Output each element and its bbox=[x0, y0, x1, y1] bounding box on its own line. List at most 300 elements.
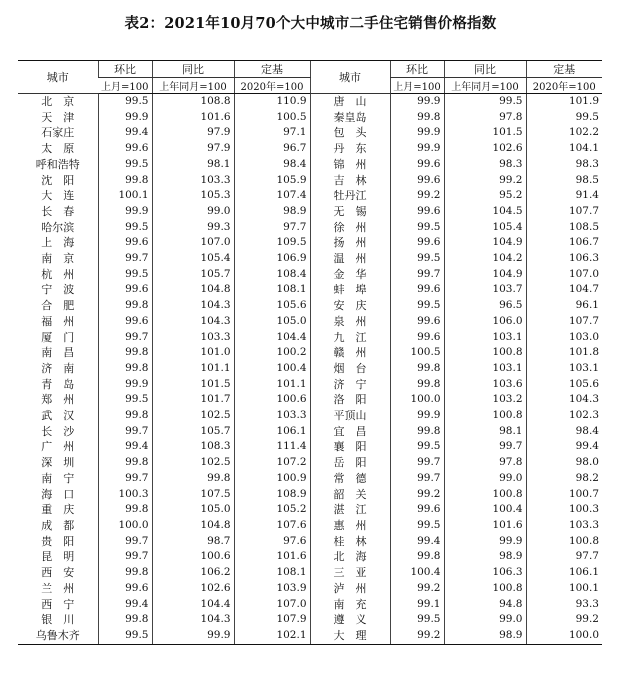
dingji-cell: 96.7 bbox=[234, 141, 310, 157]
dingji-cell: 103.3 bbox=[234, 408, 310, 424]
city-cell: 宜 昌 bbox=[310, 424, 390, 440]
city-cell: 银 川 bbox=[41, 613, 75, 627]
dingji-cell: 100.9 bbox=[234, 471, 310, 487]
huanbi-cell: 99.8 bbox=[98, 612, 152, 628]
tongbi-cell: 98.9 bbox=[444, 628, 526, 644]
tongbi-cell: 106.3 bbox=[444, 565, 526, 581]
huanbi-cell: 99.2 bbox=[390, 581, 444, 597]
city-cell: 济 南 bbox=[41, 361, 75, 375]
city-cell: 包 头 bbox=[310, 125, 390, 141]
tongbi-cell: 98.1 bbox=[152, 157, 234, 173]
dingji-cell: 98.5 bbox=[526, 173, 602, 189]
city-cell: 泸 州 bbox=[310, 581, 390, 597]
huanbi-header-right: 环比 bbox=[390, 61, 444, 78]
city-cell: 天 津 bbox=[41, 110, 75, 124]
huanbi-base-right: 上月=100 bbox=[390, 78, 444, 94]
tongbi-header-left: 同比 bbox=[152, 61, 234, 78]
dingji-cell: 99.5 bbox=[526, 110, 602, 126]
dingji-cell: 101.6 bbox=[234, 549, 310, 565]
huanbi-cell: 99.4 bbox=[98, 439, 152, 455]
huanbi-cell: 100.4 bbox=[390, 565, 444, 581]
city-cell: 福 州 bbox=[41, 314, 75, 328]
city-cell: 合 肥 bbox=[41, 299, 75, 313]
tongbi-cell: 104.5 bbox=[444, 204, 526, 220]
huanbi-cell: 100.1 bbox=[98, 188, 152, 204]
huanbi-cell: 99.1 bbox=[390, 597, 444, 613]
dingji-cell: 98.4 bbox=[234, 157, 310, 173]
dingji-cell: 108.5 bbox=[526, 220, 602, 236]
dingji-cell: 100.7 bbox=[526, 487, 602, 503]
tongbi-cell: 95.2 bbox=[444, 188, 526, 204]
huanbi-cell: 99.4 bbox=[390, 534, 444, 550]
tongbi-cell: 107.5 bbox=[152, 487, 234, 503]
dingji-cell: 105.9 bbox=[234, 173, 310, 189]
dingji-cell: 100.2 bbox=[234, 345, 310, 361]
city-cell: 金 华 bbox=[310, 267, 390, 283]
dingji-cell: 100.1 bbox=[526, 581, 602, 597]
huanbi-cell: 99.4 bbox=[98, 125, 152, 141]
city-cell: 上 海 bbox=[41, 236, 75, 250]
city-cell: 乌鲁木齐 bbox=[18, 628, 98, 644]
table-row bbox=[18, 345, 602, 361]
huanbi-cell: 99.8 bbox=[390, 377, 444, 393]
table-row bbox=[18, 173, 602, 189]
city-cell: 贵 阳 bbox=[41, 534, 75, 548]
tongbi-cell: 105.4 bbox=[152, 251, 234, 267]
dingji-cell: 108.1 bbox=[234, 282, 310, 298]
dingji-cell: 100.6 bbox=[234, 392, 310, 408]
dingji-cell: 109.5 bbox=[234, 235, 310, 251]
dingji-base-right: 2020年=100 bbox=[526, 78, 602, 94]
huanbi-cell: 99.2 bbox=[390, 487, 444, 503]
huanbi-cell: 99.6 bbox=[98, 282, 152, 298]
tongbi-cell: 99.8 bbox=[152, 471, 234, 487]
city-cell: 锦 州 bbox=[310, 157, 390, 173]
city-cell: 北 海 bbox=[310, 549, 390, 565]
tongbi-cell: 97.9 bbox=[152, 141, 234, 157]
tongbi-cell: 106.2 bbox=[152, 565, 234, 581]
city-cell: 海 口 bbox=[41, 487, 75, 501]
huanbi-cell: 99.5 bbox=[390, 439, 444, 455]
tongbi-cell: 104.2 bbox=[444, 251, 526, 267]
tongbi-cell: 100.4 bbox=[444, 502, 526, 518]
tongbi-cell: 102.5 bbox=[152, 408, 234, 424]
city-cell: 丹 东 bbox=[310, 141, 390, 157]
huanbi-cell: 99.8 bbox=[98, 408, 152, 424]
city-cell: 岳 阳 bbox=[310, 455, 390, 471]
table-row bbox=[18, 94, 602, 110]
tongbi-cell: 103.6 bbox=[444, 377, 526, 393]
dingji-cell: 98.4 bbox=[526, 424, 602, 440]
huanbi-cell: 99.6 bbox=[98, 314, 152, 330]
tongbi-cell: 105.3 bbox=[152, 188, 234, 204]
dingji-cell: 101.8 bbox=[526, 345, 602, 361]
huanbi-cell: 99.5 bbox=[390, 518, 444, 534]
city-cell: 深 圳 bbox=[41, 456, 75, 470]
huanbi-cell: 99.4 bbox=[98, 597, 152, 613]
huanbi-cell: 99.9 bbox=[390, 94, 444, 110]
tongbi-cell: 101.1 bbox=[152, 361, 234, 377]
table-row bbox=[18, 439, 602, 455]
table-row bbox=[18, 314, 602, 330]
huanbi-cell: 99.5 bbox=[98, 157, 152, 173]
tongbi-cell: 99.9 bbox=[152, 628, 234, 644]
city-cell: 太 原 bbox=[41, 142, 75, 156]
city-cell: 兰 州 bbox=[41, 581, 75, 595]
table-header bbox=[18, 61, 602, 94]
city-cell: 温 州 bbox=[310, 251, 390, 267]
tongbi-cell: 94.8 bbox=[444, 597, 526, 613]
huanbi-cell: 99.8 bbox=[98, 361, 152, 377]
tongbi-cell: 104.8 bbox=[152, 282, 234, 298]
city-cell: 郑 州 bbox=[41, 393, 75, 407]
dingji-cell: 100.4 bbox=[234, 361, 310, 377]
huanbi-cell: 99.6 bbox=[390, 204, 444, 220]
huanbi-cell: 99.2 bbox=[390, 628, 444, 644]
city-cell: 重 庆 bbox=[41, 503, 75, 517]
dingji-cell: 102.2 bbox=[526, 125, 602, 141]
city-cell: 泉 州 bbox=[310, 314, 390, 330]
table-row bbox=[18, 157, 602, 173]
city-cell: 桂 林 bbox=[310, 534, 390, 550]
table-row bbox=[18, 549, 602, 565]
table-row bbox=[18, 110, 602, 126]
city-cell: 赣 州 bbox=[310, 345, 390, 361]
dingji-cell: 96.1 bbox=[526, 298, 602, 314]
dingji-cell: 97.6 bbox=[234, 534, 310, 550]
huanbi-cell: 99.5 bbox=[98, 628, 152, 644]
dingji-cell: 106.1 bbox=[526, 565, 602, 581]
tongbi-base-left: 上年同月=100 bbox=[152, 78, 234, 94]
huanbi-cell: 99.5 bbox=[98, 267, 152, 283]
city-cell: 西 宁 bbox=[41, 597, 75, 611]
tongbi-cell: 104.8 bbox=[152, 518, 234, 534]
tongbi-cell: 97.8 bbox=[444, 455, 526, 471]
table-row bbox=[18, 565, 602, 581]
tongbi-cell: 103.3 bbox=[152, 330, 234, 346]
city-cell: 厦 门 bbox=[41, 330, 75, 344]
dingji-cell: 110.9 bbox=[234, 94, 310, 110]
huanbi-cell: 99.7 bbox=[390, 455, 444, 471]
tongbi-cell: 105.0 bbox=[152, 502, 234, 518]
table-row bbox=[18, 392, 602, 408]
dingji-cell: 100.0 bbox=[526, 628, 602, 644]
dingji-cell: 98.2 bbox=[526, 471, 602, 487]
tongbi-cell: 98.3 bbox=[444, 157, 526, 173]
table-row bbox=[18, 471, 602, 487]
table-row bbox=[18, 125, 602, 141]
huanbi-cell: 100.0 bbox=[98, 518, 152, 534]
city-cell: 武 汉 bbox=[41, 409, 75, 423]
dingji-cell: 107.4 bbox=[234, 188, 310, 204]
table-row bbox=[18, 377, 602, 393]
tongbi-cell: 101.5 bbox=[152, 377, 234, 393]
city-cell: 常 德 bbox=[310, 471, 390, 487]
tongbi-cell: 103.7 bbox=[444, 282, 526, 298]
city-cell: 西 安 bbox=[41, 566, 75, 580]
city-cell: 沈 阳 bbox=[41, 173, 75, 187]
huanbi-cell: 99.7 bbox=[98, 424, 152, 440]
dingji-cell: 105.6 bbox=[526, 377, 602, 393]
dingji-cell: 105.0 bbox=[234, 314, 310, 330]
city-cell: 呼和浩特 bbox=[35, 157, 80, 171]
table-row bbox=[18, 251, 602, 267]
huanbi-cell: 99.8 bbox=[390, 549, 444, 565]
tongbi-cell: 100.6 bbox=[152, 549, 234, 565]
city-cell: 惠 州 bbox=[310, 518, 390, 534]
table-row bbox=[18, 267, 602, 283]
city-cell: 青 岛 bbox=[41, 377, 75, 391]
huanbi-cell: 99.5 bbox=[98, 392, 152, 408]
city-cell: 南 充 bbox=[310, 597, 390, 613]
tongbi-cell: 100.8 bbox=[444, 345, 526, 361]
city-cell: 蚌 埠 bbox=[310, 282, 390, 298]
city-cell: 扬 州 bbox=[310, 235, 390, 251]
tongbi-cell: 102.5 bbox=[152, 455, 234, 471]
dingji-cell: 99.4 bbox=[526, 439, 602, 455]
huanbi-cell: 99.8 bbox=[98, 173, 152, 189]
huanbi-cell: 99.6 bbox=[390, 157, 444, 173]
dingji-cell: 97.7 bbox=[234, 220, 310, 236]
dingji-cell: 104.1 bbox=[526, 141, 602, 157]
huanbi-cell: 99.6 bbox=[390, 330, 444, 346]
huanbi-cell: 99.8 bbox=[390, 361, 444, 377]
huanbi-cell: 99.9 bbox=[390, 125, 444, 141]
tongbi-cell: 104.9 bbox=[444, 235, 526, 251]
table-row bbox=[18, 204, 602, 220]
table-row bbox=[18, 361, 602, 377]
huanbi-cell: 99.7 bbox=[390, 471, 444, 487]
huanbi-cell: 99.8 bbox=[98, 565, 152, 581]
dingji-cell: 100.3 bbox=[526, 502, 602, 518]
city-cell: 南 京 bbox=[41, 252, 75, 266]
dingji-cell: 106.7 bbox=[526, 235, 602, 251]
huanbi-cell: 99.7 bbox=[98, 330, 152, 346]
table-row bbox=[18, 597, 602, 613]
dingji-cell: 107.7 bbox=[526, 204, 602, 220]
dingji-cell: 97.1 bbox=[234, 125, 310, 141]
huanbi-cell: 99.9 bbox=[98, 377, 152, 393]
huanbi-cell: 99.6 bbox=[390, 173, 444, 189]
city-cell: 洛 阳 bbox=[310, 392, 390, 408]
table-row bbox=[18, 220, 602, 236]
huanbi-cell: 99.7 bbox=[98, 549, 152, 565]
huanbi-cell: 100.0 bbox=[390, 392, 444, 408]
table-row bbox=[18, 534, 602, 550]
city-cell: 宁 波 bbox=[41, 283, 75, 297]
huanbi-cell: 99.6 bbox=[390, 314, 444, 330]
huanbi-header-left: 环比 bbox=[98, 61, 152, 78]
dingji-cell: 107.2 bbox=[234, 455, 310, 471]
tongbi-cell: 98.7 bbox=[152, 534, 234, 550]
city-cell: 徐 州 bbox=[310, 220, 390, 236]
tongbi-cell: 99.5 bbox=[444, 94, 526, 110]
huanbi-cell: 99.5 bbox=[98, 94, 152, 110]
huanbi-cell: 99.6 bbox=[390, 235, 444, 251]
dingji-cell: 105.6 bbox=[234, 298, 310, 314]
dingji-cell: 111.4 bbox=[234, 439, 310, 455]
tongbi-cell: 96.5 bbox=[444, 298, 526, 314]
city-cell: 安 庆 bbox=[310, 298, 390, 314]
tongbi-cell: 105.4 bbox=[444, 220, 526, 236]
tongbi-cell: 107.0 bbox=[152, 235, 234, 251]
huanbi-cell: 99.8 bbox=[98, 345, 152, 361]
tongbi-cell: 101.0 bbox=[152, 345, 234, 361]
huanbi-cell: 99.5 bbox=[390, 612, 444, 628]
tongbi-cell: 101.5 bbox=[444, 125, 526, 141]
huanbi-cell: 99.5 bbox=[98, 220, 152, 236]
price-index-table bbox=[18, 60, 602, 645]
tongbi-cell: 99.9 bbox=[444, 534, 526, 550]
tongbi-cell: 104.9 bbox=[444, 267, 526, 283]
huanbi-cell: 99.7 bbox=[98, 471, 152, 487]
huanbi-cell: 100.3 bbox=[98, 487, 152, 503]
table-row bbox=[18, 282, 602, 298]
tongbi-cell: 104.4 bbox=[152, 597, 234, 613]
city-cell: 北 京 bbox=[41, 95, 75, 108]
dingji-cell: 107.0 bbox=[234, 597, 310, 613]
tongbi-cell: 100.8 bbox=[444, 487, 526, 503]
city-cell: 成 都 bbox=[41, 518, 75, 532]
dingji-cell: 103.3 bbox=[526, 518, 602, 534]
tongbi-cell: 108.8 bbox=[152, 94, 234, 110]
tongbi-cell: 102.6 bbox=[152, 581, 234, 597]
table-row bbox=[18, 487, 602, 503]
huanbi-cell: 99.7 bbox=[98, 251, 152, 267]
city-cell: 杭 州 bbox=[41, 267, 75, 281]
dingji-cell: 107.6 bbox=[234, 518, 310, 534]
tongbi-cell: 99.7 bbox=[444, 439, 526, 455]
dingji-cell: 107.0 bbox=[526, 267, 602, 283]
city-cell: 九 江 bbox=[310, 330, 390, 346]
dingji-cell: 103.0 bbox=[526, 330, 602, 346]
dingji-cell: 102.3 bbox=[526, 408, 602, 424]
dingji-cell: 104.4 bbox=[234, 330, 310, 346]
dingji-cell: 108.4 bbox=[234, 267, 310, 283]
tongbi-base-right: 上年同月=100 bbox=[444, 78, 526, 94]
tongbi-cell: 97.8 bbox=[444, 110, 526, 126]
table-row bbox=[18, 502, 602, 518]
dingji-cell: 102.1 bbox=[234, 628, 310, 644]
tongbi-cell: 97.9 bbox=[152, 125, 234, 141]
city-cell: 广 州 bbox=[41, 440, 75, 454]
city-cell: 大 理 bbox=[310, 628, 390, 644]
dingji-cell: 97.7 bbox=[526, 549, 602, 565]
table-row bbox=[18, 235, 602, 251]
dingji-cell: 99.2 bbox=[526, 612, 602, 628]
tongbi-cell: 99.0 bbox=[444, 612, 526, 628]
tongbi-cell: 104.3 bbox=[152, 314, 234, 330]
tongbi-cell: 104.3 bbox=[152, 298, 234, 314]
city-header-right: 城市 bbox=[310, 61, 390, 94]
tongbi-cell: 101.7 bbox=[152, 392, 234, 408]
tongbi-cell: 103.3 bbox=[152, 173, 234, 189]
dingji-cell: 98.9 bbox=[234, 204, 310, 220]
dingji-cell: 100.8 bbox=[526, 534, 602, 550]
dingji-cell: 105.2 bbox=[234, 502, 310, 518]
dingji-header-right: 定基 bbox=[526, 61, 602, 78]
table-row bbox=[18, 408, 602, 424]
dingji-cell: 100.5 bbox=[234, 110, 310, 126]
huanbi-cell: 99.8 bbox=[390, 110, 444, 126]
huanbi-cell: 99.5 bbox=[390, 251, 444, 267]
table-row bbox=[18, 455, 602, 471]
dingji-cell: 107.7 bbox=[526, 314, 602, 330]
tongbi-cell: 101.6 bbox=[152, 110, 234, 126]
tongbi-cell: 99.3 bbox=[152, 220, 234, 236]
city-header-left: 城市 bbox=[18, 61, 98, 94]
tongbi-cell: 99.0 bbox=[444, 471, 526, 487]
dingji-cell: 98.3 bbox=[526, 157, 602, 173]
dingji-cell: 93.3 bbox=[526, 597, 602, 613]
huanbi-base-left: 上月=100 bbox=[98, 78, 152, 94]
huanbi-cell: 99.9 bbox=[98, 110, 152, 126]
tongbi-cell: 106.0 bbox=[444, 314, 526, 330]
dingji-cell: 106.3 bbox=[526, 251, 602, 267]
table-row bbox=[18, 518, 602, 534]
huanbi-cell: 99.8 bbox=[98, 298, 152, 314]
city-cell: 遵 义 bbox=[310, 612, 390, 628]
city-cell: 唐 山 bbox=[310, 94, 390, 110]
dingji-cell: 101.1 bbox=[234, 377, 310, 393]
huanbi-cell: 99.8 bbox=[390, 424, 444, 440]
dingji-header-left: 定基 bbox=[234, 61, 310, 78]
huanbi-cell: 99.6 bbox=[98, 235, 152, 251]
city-cell: 韶 关 bbox=[310, 487, 390, 503]
city-cell: 吉 林 bbox=[310, 173, 390, 189]
city-cell: 大 连 bbox=[41, 189, 75, 203]
dingji-cell: 91.4 bbox=[526, 188, 602, 204]
table-row bbox=[18, 581, 602, 597]
tongbi-cell: 101.6 bbox=[444, 518, 526, 534]
tongbi-header-right: 同比 bbox=[444, 61, 526, 78]
tongbi-cell: 108.3 bbox=[152, 439, 234, 455]
huanbi-cell: 99.9 bbox=[390, 141, 444, 157]
tongbi-cell: 105.7 bbox=[152, 267, 234, 283]
table-row bbox=[18, 141, 602, 157]
city-cell: 哈尔滨 bbox=[41, 220, 75, 234]
city-cell: 济 宁 bbox=[310, 377, 390, 393]
huanbi-cell: 99.7 bbox=[98, 534, 152, 550]
huanbi-cell: 99.9 bbox=[98, 204, 152, 220]
dingji-base-left: 2020年=100 bbox=[234, 78, 310, 94]
dingji-cell: 104.7 bbox=[526, 282, 602, 298]
city-cell: 三 亚 bbox=[310, 565, 390, 581]
huanbi-cell: 99.7 bbox=[390, 267, 444, 283]
dingji-cell: 106.1 bbox=[234, 424, 310, 440]
city-cell: 石家庄 bbox=[41, 126, 75, 140]
table-row bbox=[18, 424, 602, 440]
city-cell: 湛 江 bbox=[310, 502, 390, 518]
city-cell: 秦皇岛 bbox=[310, 110, 390, 126]
page-title: 表2：2021年10月70个大中城市二手住宅销售价格指数 bbox=[124, 15, 497, 32]
city-cell: 南 宁 bbox=[41, 471, 75, 485]
city-cell: 牡丹江 bbox=[310, 188, 390, 204]
table-row bbox=[18, 188, 602, 204]
dingji-cell: 107.9 bbox=[234, 612, 310, 628]
city-cell: 襄 阳 bbox=[310, 439, 390, 455]
dingji-cell: 101.9 bbox=[526, 94, 602, 110]
tongbi-cell: 103.1 bbox=[444, 330, 526, 346]
city-cell: 南 昌 bbox=[41, 346, 75, 360]
huanbi-cell: 99.8 bbox=[98, 455, 152, 471]
tongbi-cell: 103.1 bbox=[444, 361, 526, 377]
table-body bbox=[18, 94, 602, 645]
huanbi-cell: 99.9 bbox=[390, 408, 444, 424]
dingji-cell: 103.9 bbox=[234, 581, 310, 597]
tongbi-cell: 100.8 bbox=[444, 408, 526, 424]
tongbi-cell: 104.3 bbox=[152, 612, 234, 628]
